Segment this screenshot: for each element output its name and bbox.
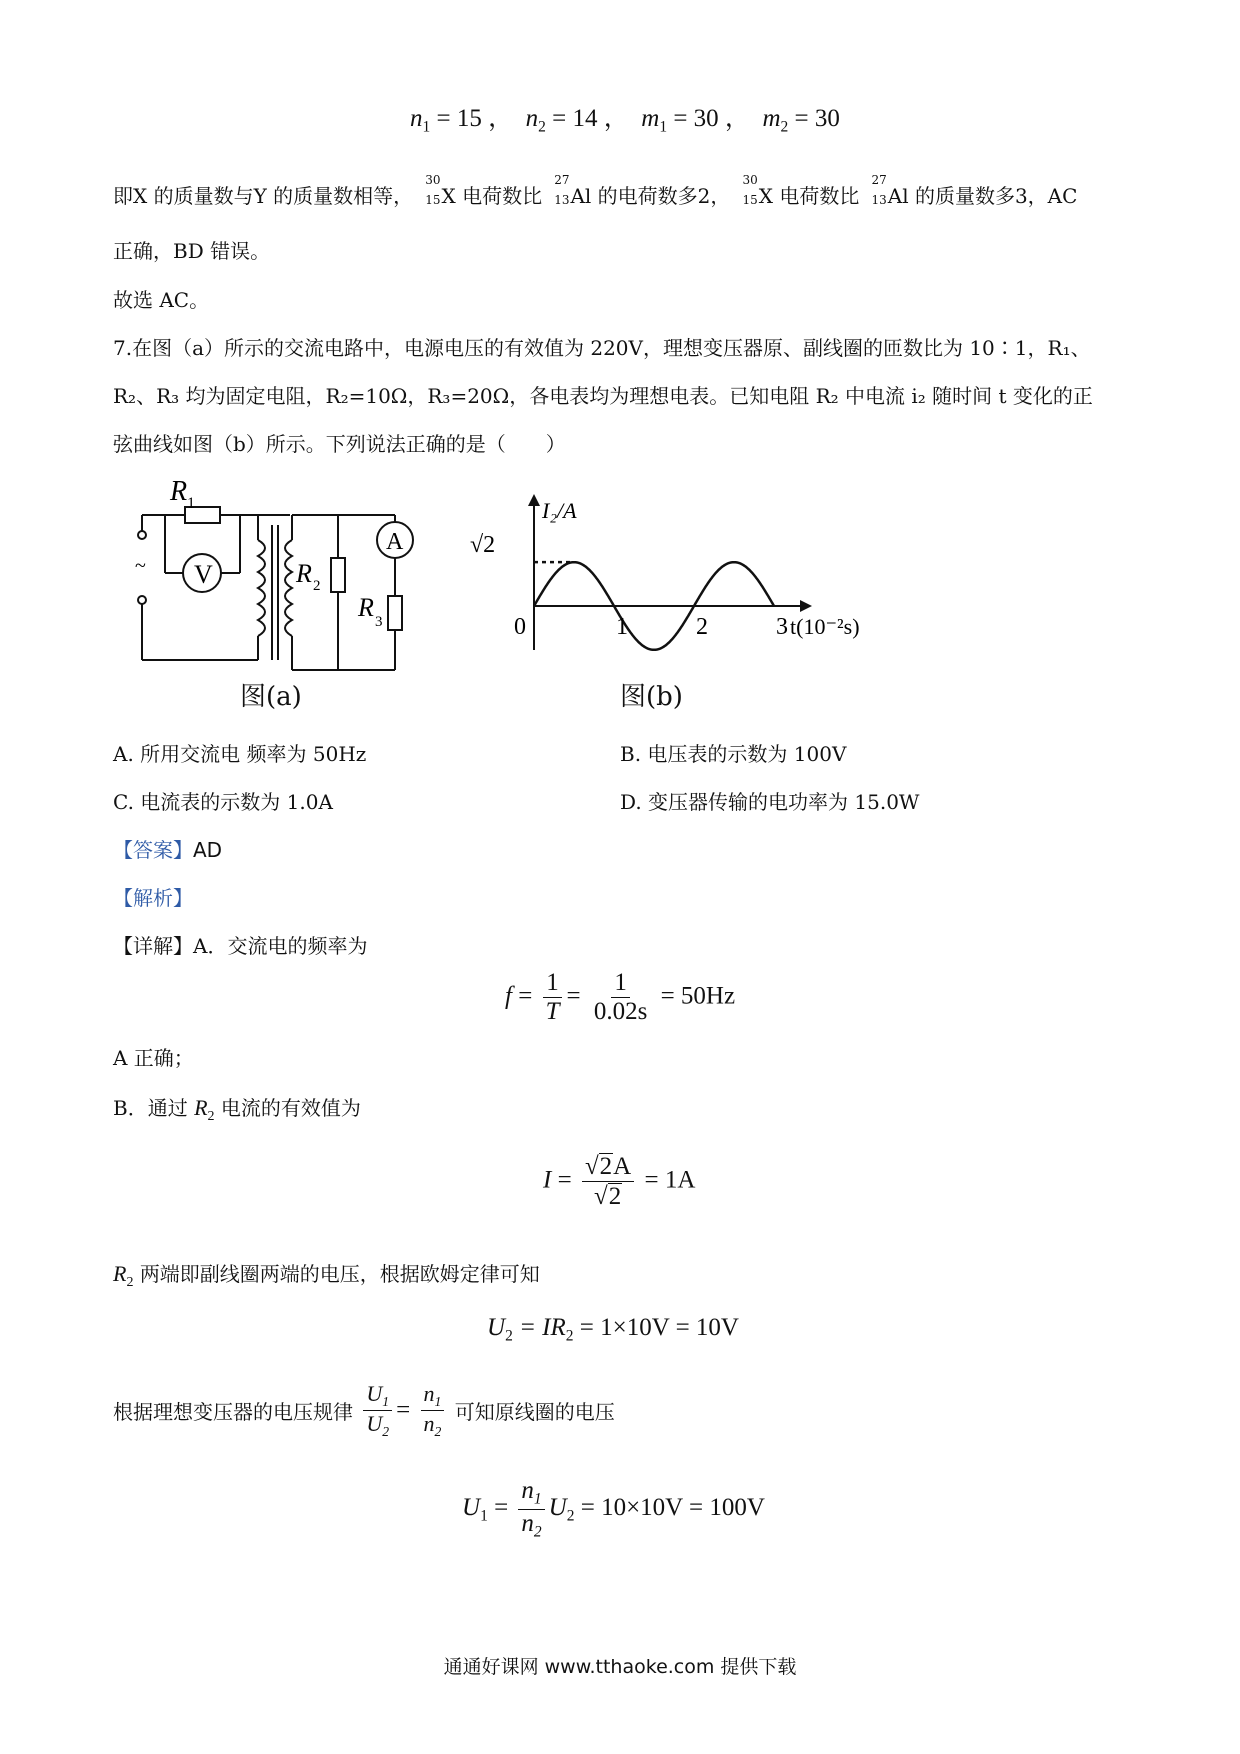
answer-value: AD <box>193 838 223 862</box>
u-symbol: U <box>462 1493 481 1521</box>
paragraph-mass-charge <box>113 173 1078 209</box>
numerator <box>421 1382 445 1411</box>
m2-value: = 30 <box>794 105 840 132</box>
q7-line1: 7.在图（a）所示的交流电路中，电源电压的有效值为 220V，理想变压器原、副线圈的匝数比为 10∶1，R₁、 <box>113 336 1091 360</box>
peak-label: √2 <box>470 532 496 558</box>
q7-line3: 弦曲线如图（b）所示。下列说法正确的是（ ） <box>113 432 566 456</box>
detail-line <box>113 930 367 959</box>
sub: 2 <box>382 1423 390 1439</box>
equation-u2 <box>487 1314 739 1345</box>
r-symbol: R <box>113 1261 127 1286</box>
detail-text: A．交流电的频率为 <box>193 934 368 958</box>
r-sub: 2 <box>565 1327 574 1345</box>
ammeter-label: A <box>386 529 404 555</box>
sub: 1 <box>533 1490 542 1508</box>
equation-current: I = $\frac{√2A}{√2}$ = 1A <box>543 1153 696 1211</box>
r2-line <box>113 1258 540 1291</box>
i-result: = 1A <box>644 1166 696 1194</box>
u-sub: 1 <box>480 1507 488 1525</box>
m1-value: = 30 <box>673 105 719 132</box>
r-sub: 2 <box>126 1274 134 1290</box>
text: 电荷数比 <box>455 184 543 208</box>
fraction <box>582 1153 634 1211</box>
n-symbol: n <box>521 1477 534 1504</box>
paragraph-choice: 故选 AC。 <box>113 288 210 312</box>
x-tick-label: 2 <box>696 614 708 640</box>
atomic-number: 13 <box>871 193 887 207</box>
u-symbol: U <box>548 1493 567 1521</box>
footer-text: 通通好课网 www.tthaoke.com 提供下载 <box>443 1656 797 1678</box>
b-pre: B．通过 <box>113 1096 188 1120</box>
u-sub: 2 <box>566 1507 575 1525</box>
denominator: 0.02s <box>593 998 648 1026</box>
m1-sub: 1 <box>659 118 668 136</box>
rule-pre: 根据理想变压器的电压规律 <box>113 1400 353 1425</box>
denominator: √2 <box>593 1183 622 1211</box>
r3-label: R <box>358 593 374 622</box>
rule-line: 根据理想变压器的电压规律 $\frac{U_1}{U_2}$ = $\frac{n_1}{n_2}$ 可知原线圈的电压 <box>113 1381 615 1439</box>
denominator: T <box>545 998 560 1026</box>
n-symbol: n <box>521 1509 534 1537</box>
f-symbol: f <box>505 982 512 1010</box>
u-symbol: U <box>366 1381 383 1406</box>
top-equation <box>410 98 840 136</box>
element-symbol: Al <box>887 184 909 208</box>
numerator: 1 <box>543 970 562 998</box>
unit: A <box>613 1153 632 1180</box>
r3-sub: 3 <box>375 614 383 630</box>
fig-a-caption: 图(a) <box>240 682 302 712</box>
n1-sub: 1 <box>422 118 431 136</box>
q7-line2: R₂、R₃ 均为固定电阻，R₂=10Ω，R₃=20Ω，各电表均为理想电表。已知电阻 R₂ 中电流 i₂ 随时间 t 变化的正 <box>113 384 1093 408</box>
atomic-number: 13 <box>554 193 570 207</box>
radicand: 2 <box>608 1183 622 1211</box>
f-result: = 50Hz <box>660 982 736 1010</box>
answer-line <box>113 834 222 863</box>
x-tick-label: 0 <box>514 614 526 640</box>
x-tick-label: 1 <box>616 614 628 640</box>
detail-tag: 【详解】 <box>113 934 193 958</box>
fig-b-caption: 图(b) <box>620 682 683 712</box>
text: 电荷数比 <box>773 184 860 208</box>
sep: ， <box>603 105 629 132</box>
sep: ， <box>488 105 514 132</box>
x-tick-label: 3 <box>776 614 788 640</box>
analysis-tag: 【解析】 <box>113 886 193 910</box>
rule-post: 可知原线圈的电压 <box>454 1400 615 1425</box>
paragraph-correct: 正确，BD 错误。 <box>113 239 271 263</box>
nuclide-al <box>866 173 888 207</box>
u-symbol: U <box>366 1411 383 1437</box>
n-symbol: n <box>423 1381 435 1406</box>
x-axis-label: t(10⁻²s) <box>790 614 860 639</box>
n2-sub: 2 <box>538 118 546 136</box>
nuclide-x <box>420 173 442 207</box>
atomic-number: 15 <box>742 193 758 207</box>
option-d: D. 变压器传输的电功率为 15.0W <box>620 790 920 814</box>
sep: ， <box>724 105 750 132</box>
answer-tag: 【答案】 <box>113 838 193 862</box>
u-sub: 2 <box>505 1327 513 1345</box>
element-symbol: Al <box>570 184 592 208</box>
circuit-diagram <box>120 470 440 710</box>
numerator <box>363 1382 392 1411</box>
n2-value: = 14 <box>552 105 598 132</box>
element-symbol: X <box>758 184 774 208</box>
numerator: 1 <box>611 970 630 998</box>
mass-number: 30 <box>742 173 758 187</box>
r2-post: 两端即副线圈两端的电压，根据欧姆定律可知 <box>139 1262 540 1286</box>
m1-symbol: m <box>641 105 660 132</box>
fraction <box>421 1382 445 1439</box>
option-c: C. 电流表的示数为 1.0A <box>113 790 333 814</box>
fraction <box>518 1478 544 1540</box>
r1-label: R <box>170 476 188 507</box>
nuclide-al <box>548 173 570 207</box>
sub: 2 <box>434 1423 442 1439</box>
r-sub: 2 <box>207 1108 215 1124</box>
ir-term: = IR <box>519 1314 566 1341</box>
y-axis-arrow <box>528 494 540 506</box>
x-axis-arrow <box>800 600 812 612</box>
u2-result: = 1×10V = 10V <box>579 1314 739 1341</box>
b-post: 电流的有效值为 <box>220 1096 361 1120</box>
u1-result: = 10×10V = 100V <box>580 1493 765 1521</box>
fraction <box>543 970 563 1026</box>
n-symbol: n <box>423 1411 435 1437</box>
denominator <box>421 1411 445 1439</box>
ac-source-symbol: ~ <box>135 555 146 577</box>
m2-sub: 2 <box>780 118 789 136</box>
n2-symbol: n <box>525 105 539 132</box>
element-symbol: X <box>441 184 456 208</box>
fraction <box>591 970 650 1026</box>
text: 即X 的质量数与Y 的质量数相等， <box>113 184 414 208</box>
fraction <box>363 1382 392 1439</box>
sub: 2 <box>533 1523 542 1541</box>
numerator: √2A <box>582 1153 634 1182</box>
r2-sub: 2 <box>313 578 321 594</box>
voltmeter-label: V <box>194 560 213 589</box>
equation-frequency: f = $\frac{1}{T}$ = $\frac{1}{0.02s}$ = 50Hz <box>505 969 736 1026</box>
a-correct: A 正确； <box>113 1046 194 1070</box>
current-waveform-chart <box>460 490 880 670</box>
atomic-number: 15 <box>425 193 441 207</box>
b-line <box>113 1092 361 1125</box>
n1-symbol: n <box>410 105 423 132</box>
sub: 1 <box>382 1393 390 1409</box>
i-symbol: I <box>543 1166 552 1194</box>
equation-u1: $U_1$ = $\frac{n_1}{n_2}$ $U_2 = 10\times 10V = 100V$ <box>462 1477 765 1541</box>
text: 的质量数多3，AC <box>908 184 1078 208</box>
sub: 1 <box>434 1393 442 1409</box>
mass-number: 27 <box>871 173 887 187</box>
option-b: B. 电压表的示数为 100V <box>620 742 847 766</box>
denominator <box>363 1411 392 1439</box>
option-a: A. 所用交流电 频率为 50Hz <box>113 742 367 766</box>
radicand: 2 <box>599 1153 613 1180</box>
m2-symbol: m <box>762 105 781 132</box>
nuclide-x <box>737 173 759 207</box>
mass-number: 27 <box>554 173 570 187</box>
r1-sub: 1 <box>187 495 195 512</box>
r-symbol: R <box>194 1095 208 1120</box>
denominator <box>518 1510 544 1541</box>
y-axis-label: I₂/A <box>542 498 577 523</box>
n1-value: = 15 <box>436 105 482 132</box>
text: 的电荷数多2， <box>591 184 731 208</box>
mass-number: 30 <box>425 173 441 187</box>
u-symbol: U <box>487 1314 506 1341</box>
r2-label: R <box>296 559 312 588</box>
numerator <box>518 1478 544 1510</box>
